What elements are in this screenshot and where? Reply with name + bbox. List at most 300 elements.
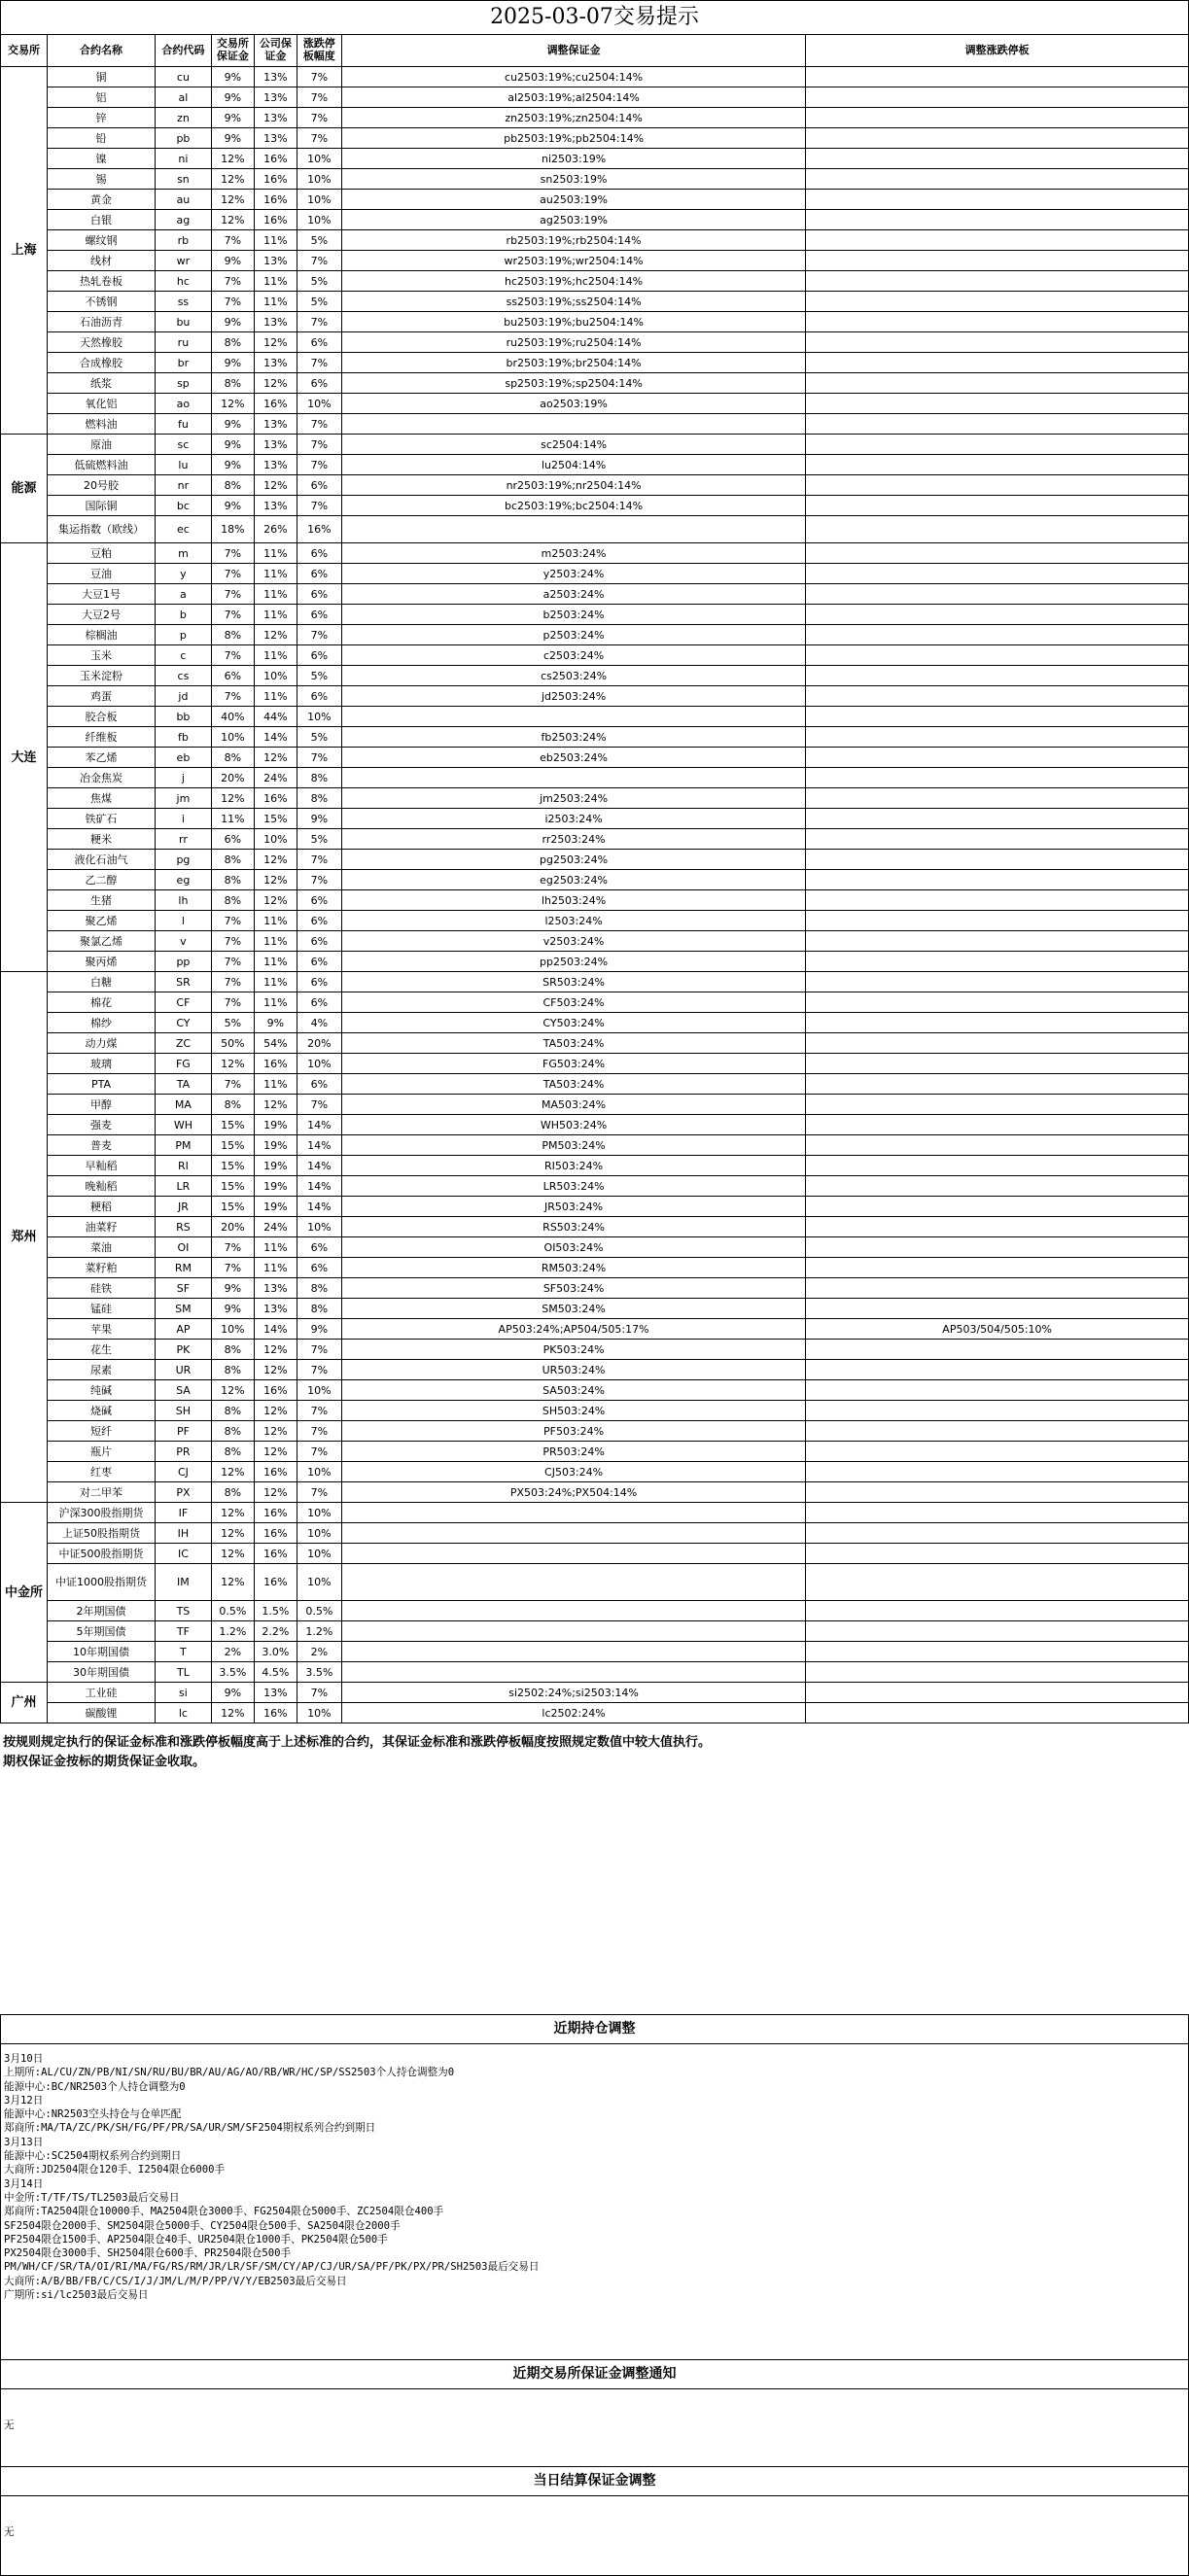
adjusted-limit (806, 169, 1189, 190)
table-row (1, 190, 1189, 210)
contract-name: 国际铜 (47, 496, 155, 516)
adjusted-limit (806, 1442, 1189, 1462)
company-margin: 12% (254, 373, 297, 394)
contract-code: PX (155, 1482, 211, 1503)
contract-code: rb (155, 230, 211, 251)
adjusted-limit (806, 1482, 1189, 1503)
exchange-margin: 7% (211, 564, 254, 584)
table-row (1, 1319, 1189, 1340)
table-row (1, 67, 1189, 87)
contract-code: wr (155, 251, 211, 271)
exchange-margin: 7% (211, 230, 254, 251)
company-margin: 9% (254, 1013, 297, 1033)
company-margin: 11% (254, 972, 297, 992)
adjusted-limit (806, 666, 1189, 686)
table-row (1, 1258, 1189, 1278)
adjusted-limit (806, 890, 1189, 911)
limit-range: 6% (297, 1258, 341, 1278)
adjusted-margin: TA503:24% (341, 1074, 806, 1095)
adjusted-limit (806, 1197, 1189, 1217)
adjusted-margin: bu2503:19%;bu2504:14% (341, 312, 806, 332)
contract-code: j (155, 768, 211, 788)
adjusted-limit (806, 332, 1189, 353)
contract-name: 不锈钢 (47, 292, 155, 312)
limit-range: 6% (297, 564, 341, 584)
contract-name: 天然橡胶 (47, 332, 155, 353)
contract-name: 液化石油气 (47, 850, 155, 870)
adjusted-margin: zn2503:19%;zn2504:14% (341, 108, 806, 128)
company-margin: 13% (254, 435, 297, 455)
adjusted-limit (806, 1115, 1189, 1135)
position-line: 郑商所:TA2504限仓10000手、MA2504限仓3000手、FG2504限仓5000手、ZC2504限仓400手 (4, 2206, 444, 2218)
contract-code: ag (155, 210, 211, 230)
adjusted-limit (806, 645, 1189, 666)
limit-range: 10% (297, 707, 341, 727)
contract-name: 粳米 (47, 829, 155, 850)
table-row (1, 584, 1189, 605)
section-title: 近期交易所保证金调整通知 (1, 2360, 1188, 2389)
adjusted-limit (806, 1258, 1189, 1278)
limit-range: 7% (297, 748, 341, 768)
contract-code: ss (155, 292, 211, 312)
limit-range: 2% (297, 1642, 341, 1662)
adjusted-limit (806, 1340, 1189, 1360)
contract-name: 胶合板 (47, 707, 155, 727)
header-cell: 调整保证金 (341, 35, 806, 67)
adjusted-margin: a2503:24% (341, 584, 806, 605)
position-line: 3月14日 (4, 2177, 44, 2190)
table-row (1, 475, 1189, 496)
adjusted-margin (341, 1662, 806, 1683)
table-row (1, 1237, 1189, 1258)
company-margin: 12% (254, 748, 297, 768)
adjusted-limit (806, 128, 1189, 149)
adjusted-margin: FG503:24% (341, 1054, 806, 1074)
exchange-margin: 12% (211, 1462, 254, 1482)
contract-name: 线材 (47, 251, 155, 271)
contract-name: 螺纹钢 (47, 230, 155, 251)
adjusted-limit (806, 455, 1189, 475)
table-row (1, 645, 1189, 666)
limit-range: 16% (297, 516, 341, 543)
exchange-margin: 50% (211, 1033, 254, 1054)
exchange-margin: 15% (211, 1197, 254, 1217)
contract-code: nr (155, 475, 211, 496)
contract-name: 石油沥青 (47, 312, 155, 332)
exchange-margin: 9% (211, 414, 254, 435)
exchange-margin: 12% (211, 190, 254, 210)
company-margin: 12% (254, 1421, 297, 1442)
adjusted-limit (806, 1054, 1189, 1074)
exchange-margin: 6% (211, 829, 254, 850)
exchange-margin: 7% (211, 645, 254, 666)
position-line: 广期所:si/lc2503最后交易日 (4, 2289, 149, 2302)
contract-name: 聚丙烯 (47, 952, 155, 972)
company-margin: 13% (254, 1683, 297, 1703)
contract-name: 氧化铝 (47, 394, 155, 414)
limit-range: 10% (297, 149, 341, 169)
exchange-cell: 能源 (1, 435, 48, 543)
limit-range: 14% (297, 1176, 341, 1197)
company-margin: 13% (254, 108, 297, 128)
exchange-margin: 1.2% (211, 1621, 254, 1642)
adjusted-margin (341, 707, 806, 727)
contract-name: 20号胶 (47, 475, 155, 496)
exchange-margin: 8% (211, 748, 254, 768)
exchange-margin: 8% (211, 1421, 254, 1442)
exchange-margin: 12% (211, 1523, 254, 1544)
section-title: 当日结算保证金调整 (1, 2467, 1188, 2496)
adjusted-margin: lh2503:24% (341, 890, 806, 911)
exchange-margin: 9% (211, 87, 254, 108)
exchange-margin: 9% (211, 1278, 254, 1299)
company-margin: 2.2% (254, 1621, 297, 1642)
adjusted-limit (806, 1299, 1189, 1319)
limit-range: 14% (297, 1115, 341, 1135)
limit-range: 10% (297, 1054, 341, 1074)
contract-name: 晚籼稻 (47, 1176, 155, 1197)
company-margin: 16% (254, 394, 297, 414)
adjusted-limit (806, 210, 1189, 230)
table-row (1, 1197, 1189, 1217)
exchange-margin: 9% (211, 353, 254, 373)
exchange-margin: 18% (211, 516, 254, 543)
contract-code: p (155, 625, 211, 645)
contract-code: CY (155, 1013, 211, 1033)
adjusted-margin: CF503:24% (341, 992, 806, 1013)
company-margin: 13% (254, 1299, 297, 1319)
company-margin: 11% (254, 931, 297, 952)
company-margin: 11% (254, 1258, 297, 1278)
exchange-margin: 7% (211, 1237, 254, 1258)
company-margin: 13% (254, 312, 297, 332)
limit-range: 6% (297, 890, 341, 911)
contract-code: rr (155, 829, 211, 850)
contract-code: T (155, 1642, 211, 1662)
company-margin: 13% (254, 128, 297, 149)
exchange-margin: 9% (211, 435, 254, 455)
exchange-margin: 8% (211, 332, 254, 353)
exchange-margin: 12% (211, 169, 254, 190)
table-row (1, 1217, 1189, 1237)
table-row (1, 210, 1189, 230)
exchange-cell: 郑州 (1, 972, 48, 1503)
table-row (1, 1564, 1189, 1601)
adjusted-margin: RS503:24% (341, 1217, 806, 1237)
limit-range: 5% (297, 829, 341, 850)
exchange-margin: 8% (211, 1095, 254, 1115)
limit-range: 10% (297, 169, 341, 190)
adjusted-margin: rr2503:24% (341, 829, 806, 850)
contract-code: c (155, 645, 211, 666)
contract-name: 热轧卷板 (47, 271, 155, 292)
table-row (1, 1703, 1189, 1723)
company-margin: 54% (254, 1033, 297, 1054)
position-line: 3月13日 (4, 2136, 44, 2148)
limit-range: 7% (297, 1401, 341, 1421)
company-margin: 13% (254, 414, 297, 435)
exchange-margin: 20% (211, 768, 254, 788)
table-row (1, 1360, 1189, 1380)
contract-code: AP (155, 1319, 211, 1340)
contract-name: PTA (47, 1074, 155, 1095)
company-margin: 12% (254, 870, 297, 890)
table-row (1, 1401, 1189, 1421)
adjusted-limit (806, 931, 1189, 952)
exchange-margin: 3.5% (211, 1662, 254, 1683)
contract-code: zn (155, 108, 211, 128)
exchange-margin: 7% (211, 292, 254, 312)
exchange-margin: 15% (211, 1176, 254, 1197)
contract-code: al (155, 87, 211, 108)
exchange-margin: 9% (211, 128, 254, 149)
company-margin: 11% (254, 230, 297, 251)
table-row (1, 496, 1189, 516)
contract-name: 鸡蛋 (47, 686, 155, 707)
adjusted-margin: v2503:24% (341, 931, 806, 952)
table-row (1, 564, 1189, 584)
contract-name: 30年期国债 (47, 1662, 155, 1683)
adjusted-margin: SH503:24% (341, 1401, 806, 1421)
adjusted-margin: AP503:24%;AP504/505:17% (341, 1319, 806, 1340)
exchange-margin: 9% (211, 496, 254, 516)
exchange-margin: 10% (211, 1319, 254, 1340)
limit-range: 4% (297, 1013, 341, 1033)
table-row (1, 1523, 1189, 1544)
company-margin: 15% (254, 809, 297, 829)
contract-name: 中证500股指期货 (47, 1544, 155, 1564)
limit-range: 7% (297, 1421, 341, 1442)
adjusted-limit (806, 1421, 1189, 1442)
adjusted-limit (806, 251, 1189, 271)
adjusted-limit (806, 564, 1189, 584)
exchange-margin: 12% (211, 1054, 254, 1074)
contract-code: SF (155, 1278, 211, 1299)
limit-range: 9% (297, 1319, 341, 1340)
contract-name: 碳酸锂 (47, 1703, 155, 1723)
contract-name: 大豆1号 (47, 584, 155, 605)
header-cell: 交易所保证金 (211, 35, 254, 67)
table-row (1, 149, 1189, 169)
adjusted-margin (341, 1523, 806, 1544)
limit-range: 7% (297, 1482, 341, 1503)
contract-code: WH (155, 1115, 211, 1135)
contract-code: IC (155, 1544, 211, 1564)
company-margin: 12% (254, 1442, 297, 1462)
limit-range: 7% (297, 251, 341, 271)
company-margin: 44% (254, 707, 297, 727)
contract-name: 聚乙烯 (47, 911, 155, 931)
contract-code: SM (155, 1299, 211, 1319)
position-line: PF2504限仓1500手、AP2504限仓40手、UR2504限仓1000手、PK2504限仓500手 (4, 2233, 388, 2245)
contract-name: 铝 (47, 87, 155, 108)
contract-code: y (155, 564, 211, 584)
limit-range: 7% (297, 496, 341, 516)
adjusted-limit (806, 1621, 1189, 1642)
exchange-margin: 2% (211, 1642, 254, 1662)
company-margin: 16% (254, 149, 297, 169)
table-row (1, 1176, 1189, 1197)
adjusted-limit (806, 809, 1189, 829)
adjusted-limit (806, 516, 1189, 543)
table-row (1, 931, 1189, 952)
adjusted-margin: y2503:24% (341, 564, 806, 584)
adjusted-limit (806, 1237, 1189, 1258)
table-row (1, 605, 1189, 625)
adjusted-limit (806, 475, 1189, 496)
contract-code: SR (155, 972, 211, 992)
company-margin: 26% (254, 516, 297, 543)
contract-name: 燃料油 (47, 414, 155, 435)
adjusted-limit (806, 394, 1189, 414)
contract-code: lh (155, 890, 211, 911)
company-margin: 4.5% (254, 1662, 297, 1683)
exchange-margin: 7% (211, 1074, 254, 1095)
table-row (1, 952, 1189, 972)
adjusted-margin: OI503:24% (341, 1237, 806, 1258)
header-cell: 涨跌停板幅度 (297, 35, 341, 67)
position-line: 大商所:A/B/BB/FB/C/CS/I/J/JM/L/M/P/PP/V/Y/EB2503最后交易日 (4, 2275, 347, 2287)
contract-code: RM (155, 1258, 211, 1278)
exchange-margin: 5% (211, 1013, 254, 1033)
table-row (1, 768, 1189, 788)
contract-code: UR (155, 1360, 211, 1380)
exchange-margin: 12% (211, 394, 254, 414)
adjusted-limit (806, 1503, 1189, 1523)
limit-range: 14% (297, 1135, 341, 1156)
contract-name: 纯碱 (47, 1380, 155, 1401)
contract-name: 沪深300股指期货 (47, 1503, 155, 1523)
exchange-margin: 7% (211, 952, 254, 972)
table-row (1, 850, 1189, 870)
limit-range: 7% (297, 625, 341, 645)
company-margin: 16% (254, 1703, 297, 1723)
limit-range: 10% (297, 1503, 341, 1523)
company-margin: 12% (254, 1482, 297, 1503)
limit-range: 10% (297, 1564, 341, 1601)
table-row (1, 516, 1189, 543)
limit-range: 6% (297, 952, 341, 972)
contract-name: 对二甲苯 (47, 1482, 155, 1503)
limit-range: 6% (297, 931, 341, 952)
table-row (1, 686, 1189, 707)
adjusted-margin: jm2503:24% (341, 788, 806, 809)
adjusted-limit (806, 952, 1189, 972)
exchange-margin: 40% (211, 707, 254, 727)
adjusted-margin: hc2503:19%;hc2504:14% (341, 271, 806, 292)
header-cell: 公司保证金 (254, 35, 297, 67)
company-margin: 13% (254, 455, 297, 475)
adjusted-margin: RM503:24% (341, 1258, 806, 1278)
company-margin: 19% (254, 1115, 297, 1135)
adjusted-limit (806, 1074, 1189, 1095)
exchange-margin: 9% (211, 251, 254, 271)
company-margin: 24% (254, 768, 297, 788)
exchange-margin: 8% (211, 1401, 254, 1421)
table-row (1, 748, 1189, 768)
adjusted-limit (806, 190, 1189, 210)
contract-name: 尿素 (47, 1360, 155, 1380)
company-margin: 3.0% (254, 1642, 297, 1662)
contract-code: ru (155, 332, 211, 353)
adjusted-margin: eb2503:24% (341, 748, 806, 768)
exchange-margin: 12% (211, 788, 254, 809)
contract-name: 低硫燃料油 (47, 455, 155, 475)
limit-range: 10% (297, 1462, 341, 1482)
table-row (1, 1601, 1189, 1621)
company-margin: 14% (254, 727, 297, 748)
limit-range: 0.5% (297, 1601, 341, 1621)
exchange-margin: 7% (211, 584, 254, 605)
adjusted-limit (806, 707, 1189, 727)
contract-code: ec (155, 516, 211, 543)
limit-range: 7% (297, 1683, 341, 1703)
adjusted-margin: pb2503:19%;pb2504:14% (341, 128, 806, 149)
company-margin: 16% (254, 1544, 297, 1564)
contract-code: IH (155, 1523, 211, 1544)
limit-range: 8% (297, 1278, 341, 1299)
adjusted-limit (806, 1095, 1189, 1115)
limit-range: 8% (297, 768, 341, 788)
limit-range: 10% (297, 210, 341, 230)
adjusted-margin (341, 1642, 806, 1662)
contract-code: CF (155, 992, 211, 1013)
adjusted-limit (806, 727, 1189, 748)
contract-name: 早籼稻 (47, 1156, 155, 1176)
company-margin: 13% (254, 353, 297, 373)
adjusted-limit (806, 1564, 1189, 1601)
contract-name: 镍 (47, 149, 155, 169)
contract-name: 焦煤 (47, 788, 155, 809)
contract-code: IM (155, 1564, 211, 1601)
table-row (1, 394, 1189, 414)
adjusted-limit (806, 788, 1189, 809)
table-row (1, 1278, 1189, 1299)
company-margin: 16% (254, 1462, 297, 1482)
contract-code: PK (155, 1340, 211, 1360)
contract-name: 纤维板 (47, 727, 155, 748)
exchange-margin: 9% (211, 108, 254, 128)
contract-name: 集运指数（欧线） (47, 516, 155, 543)
adjusted-margin: b2503:24% (341, 605, 806, 625)
limit-range: 3.5% (297, 1662, 341, 1683)
exchange-margin: 9% (211, 455, 254, 475)
contract-name: 大豆2号 (47, 605, 155, 625)
adjusted-margin: PR503:24% (341, 1442, 806, 1462)
exchange-margin: 10% (211, 727, 254, 748)
adjusted-margin: lu2504:14% (341, 455, 806, 475)
adjusted-limit (806, 850, 1189, 870)
adjusted-limit (806, 1523, 1189, 1544)
limit-range: 5% (297, 292, 341, 312)
adjusted-margin: LR503:24% (341, 1176, 806, 1197)
table-row (1, 543, 1189, 564)
limit-range: 14% (297, 1156, 341, 1176)
limit-range: 6% (297, 911, 341, 931)
table-row (1, 1156, 1189, 1176)
adjusted-margin: al2503:19%;al2504:14% (341, 87, 806, 108)
table-row (1, 625, 1189, 645)
limit-range: 7% (297, 1360, 341, 1380)
contract-code: SH (155, 1401, 211, 1421)
company-margin: 12% (254, 850, 297, 870)
contract-code: i (155, 809, 211, 829)
adjusted-limit (806, 1135, 1189, 1156)
contract-name: 乙二醇 (47, 870, 155, 890)
table-row (1, 1013, 1189, 1033)
limit-range: 8% (297, 788, 341, 809)
limit-range: 6% (297, 475, 341, 496)
